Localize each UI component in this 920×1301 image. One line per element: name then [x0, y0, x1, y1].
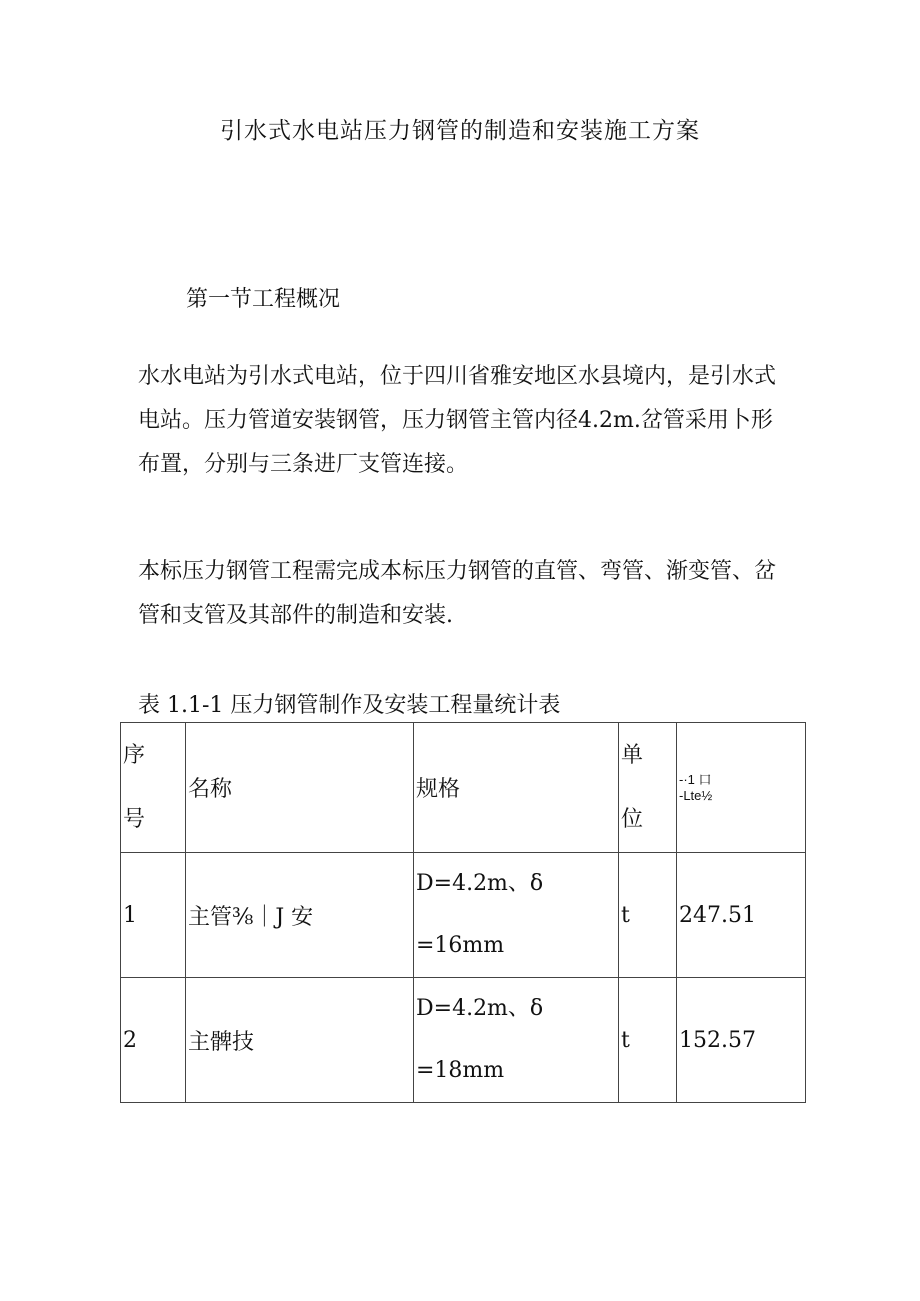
header-name: 名称 — [186, 723, 414, 853]
header-quantity — [677, 723, 806, 853]
cell-spec — [414, 853, 619, 978]
cell-name: 主管⅜｜J 安 — [186, 853, 414, 978]
header-quantity-line1: -·1 口 — [679, 771, 712, 787]
cell-seq: 1 — [121, 853, 186, 978]
paragraph-overview: 水水电站为引水式电站，位于四川省雅安地区水县境内，是引水式电站。压力管道安装钢管，压力钢管主管内径4.2m.岔管采用卜形布置，分别与三条进厂支管连接。 — [138, 364, 777, 477]
cell-quantity: 247.51 — [677, 853, 806, 978]
header-unit — [619, 723, 677, 853]
cell-spec-line1: D=4.2m、δ — [416, 871, 544, 896]
header-unit-line2: 位 — [621, 806, 644, 832]
cell-name: 主髀技 — [186, 978, 414, 1103]
cell-spec — [414, 978, 619, 1103]
header-unit-line1: 单 — [621, 742, 644, 768]
paragraph-scope: 本标压力钢管工程需完成本标压力钢管的直管、弯管、渐变管、岔管和支管及其部件的制造和安装. — [138, 559, 777, 628]
cell-spec-line2: =18mm — [416, 1058, 505, 1083]
header-seq-line2: 号 — [123, 806, 146, 832]
cell-unit: t — [619, 978, 677, 1103]
cell-spec-line1: D=4.2m、δ — [416, 996, 544, 1021]
cell-seq: 2 — [121, 978, 186, 1103]
cell-unit: t — [619, 853, 677, 978]
table-row — [121, 978, 806, 1103]
table-row — [121, 853, 806, 978]
cell-quantity: 152.57 — [677, 978, 806, 1103]
header-seq — [121, 723, 186, 853]
cell-spec-line2: =16mm — [416, 933, 505, 958]
table-header-row — [121, 723, 806, 853]
header-spec: 规格 — [414, 723, 619, 853]
header-seq-line1: 序 — [123, 742, 146, 768]
quantity-table — [120, 722, 806, 1103]
document-title: 引水式水电站压力钢管的制造和安装施工方案 — [220, 118, 700, 144]
header-quantity-line2: -Lte½ — [679, 787, 713, 803]
section-heading: 第一节工程概况 — [186, 287, 341, 312]
table-caption: 表 1.1-1 压力钢管制作及安装工程量统计表 — [138, 693, 561, 718]
